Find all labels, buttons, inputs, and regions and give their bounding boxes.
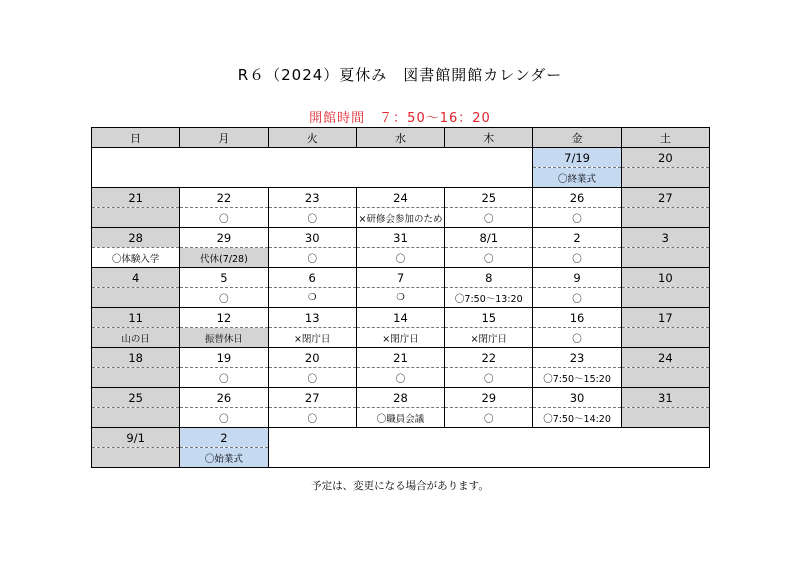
note-cell (621, 208, 709, 228)
date-cell: 24 (621, 348, 709, 368)
date-cell: 30 (268, 228, 356, 248)
empty-cell (268, 428, 709, 468)
note-cell: 〇始業式 (180, 448, 268, 468)
date-cell: 3 (621, 228, 709, 248)
date-cell: 5 (180, 268, 268, 288)
note-cell: 〇終業式 (533, 168, 621, 188)
week-3-note-row (92, 248, 710, 268)
note-cell: 〇 (445, 208, 533, 228)
opening-hours: 開館時間 ７：50～16：20 (309, 111, 491, 126)
note-cell: 〇7:50～15:20 (533, 368, 621, 388)
date-cell: 18 (92, 348, 180, 368)
date-cell: 14 (356, 308, 444, 328)
footer-note: 予定は、変更になる場合があります。 (311, 480, 489, 492)
date-cell: 20 (621, 148, 709, 168)
date-cell: 27 (621, 188, 709, 208)
week-6-date-row (92, 348, 710, 368)
note-cell (92, 448, 180, 468)
date-cell: 24 (356, 188, 444, 208)
note-cell: 〇7:50～14:20 (533, 408, 621, 428)
date-cell: 27 (268, 388, 356, 408)
date-cell: 6 (268, 268, 356, 288)
note-cell: 〇 (445, 408, 533, 428)
weekday-tue: 火 (268, 128, 356, 148)
date-cell: 26 (533, 188, 621, 208)
date-cell: 19 (180, 348, 268, 368)
calendar-table (91, 127, 710, 468)
date-cell: 9/1 (92, 428, 180, 448)
date-cell: 8/1 (445, 228, 533, 248)
date-cell: 30 (533, 388, 621, 408)
note-cell: 代休(7/28) (180, 248, 268, 268)
date-cell: 17 (621, 308, 709, 328)
weekday-sun: 日 (92, 128, 180, 148)
date-cell: 9 (533, 268, 621, 288)
note-cell: 〇 (533, 328, 621, 348)
note-cell: 〇 (180, 208, 268, 228)
date-cell: 29 (445, 388, 533, 408)
note-cell: ×閉庁日 (356, 328, 444, 348)
date-cell: 28 (92, 228, 180, 248)
date-cell: 29 (180, 228, 268, 248)
note-cell: 〇 (356, 368, 444, 388)
weekday-mon: 月 (180, 128, 268, 148)
week-4-note-row (92, 288, 710, 308)
week-4-date-row (92, 268, 710, 288)
note-cell: 〇 (533, 248, 621, 268)
week-1-date-row (92, 148, 710, 168)
note-cell: 〇 (533, 288, 621, 308)
note-cell: 〇 (533, 208, 621, 228)
note-cell: 〇7:50～13:20 (445, 288, 533, 308)
week-7-note-row (92, 408, 710, 428)
week-3-date-row (92, 228, 710, 248)
weekday-sat: 土 (621, 128, 709, 148)
weekday-fri: 金 (533, 128, 621, 148)
note-cell (621, 368, 709, 388)
date-cell: 21 (92, 188, 180, 208)
date-cell: 13 (268, 308, 356, 328)
date-cell: 2 (533, 228, 621, 248)
note-cell: 〇 (356, 248, 444, 268)
date-cell: 28 (356, 388, 444, 408)
note-cell (621, 248, 709, 268)
date-cell: 25 (92, 388, 180, 408)
note-cell: 〇 (445, 368, 533, 388)
week-2-date-row (92, 188, 710, 208)
note-cell (92, 368, 180, 388)
week-6-note-row (92, 368, 710, 388)
note-cell: 振替休日 (180, 328, 268, 348)
note-cell: ×閉庁日 (268, 328, 356, 348)
note-cell: 〇職員会議 (356, 408, 444, 428)
note-cell: ❍ (268, 288, 356, 308)
page-title: R６（2024）夏休み 図書館開館カレンダー (237, 66, 563, 84)
week-5-date-row (92, 308, 710, 328)
date-cell: 20 (268, 348, 356, 368)
date-cell: 26 (180, 388, 268, 408)
note-cell (92, 288, 180, 308)
note-cell: ×研修会参加のため (356, 208, 444, 228)
week-7-date-row (92, 388, 710, 408)
note-cell: 山の日 (92, 328, 180, 348)
date-cell: 12 (180, 308, 268, 328)
note-cell: 〇体験入学 (92, 248, 180, 268)
note-cell: 〇 (268, 408, 356, 428)
note-cell (621, 408, 709, 428)
note-cell: 〇 (180, 368, 268, 388)
date-cell: 22 (445, 348, 533, 368)
weekday-header-row (92, 128, 710, 148)
date-cell: 31 (356, 228, 444, 248)
note-cell: 〇 (180, 408, 268, 428)
date-cell: 25 (445, 188, 533, 208)
date-cell: 2 (180, 428, 268, 448)
week-8-date-row (92, 428, 710, 448)
note-cell: 〇 (180, 288, 268, 308)
date-cell: 8 (445, 268, 533, 288)
weekday-wed: 水 (356, 128, 444, 148)
note-cell (621, 328, 709, 348)
note-cell: 〇 (268, 248, 356, 268)
note-cell (621, 288, 709, 308)
note-cell: 〇 (268, 368, 356, 388)
date-cell: 22 (180, 188, 268, 208)
date-cell: 16 (533, 308, 621, 328)
date-cell: 15 (445, 308, 533, 328)
note-cell (92, 208, 180, 228)
note-cell: 〇 (268, 208, 356, 228)
date-cell: 31 (621, 388, 709, 408)
date-cell: 11 (92, 308, 180, 328)
note-cell (621, 168, 709, 188)
note-cell: 〇 (445, 248, 533, 268)
date-cell: 23 (268, 188, 356, 208)
date-cell: 10 (621, 268, 709, 288)
date-cell: 23 (533, 348, 621, 368)
note-cell (92, 408, 180, 428)
note-cell: ❍ (356, 288, 444, 308)
date-cell: 7 (356, 268, 444, 288)
week-2-note-row (92, 208, 710, 228)
empty-cell (92, 148, 533, 188)
date-cell: 21 (356, 348, 444, 368)
date-cell: 7/19 (533, 148, 621, 168)
date-cell: 4 (92, 268, 180, 288)
note-cell: ×閉庁日 (445, 328, 533, 348)
weekday-thu: 木 (445, 128, 533, 148)
week-5-note-row (92, 328, 710, 348)
